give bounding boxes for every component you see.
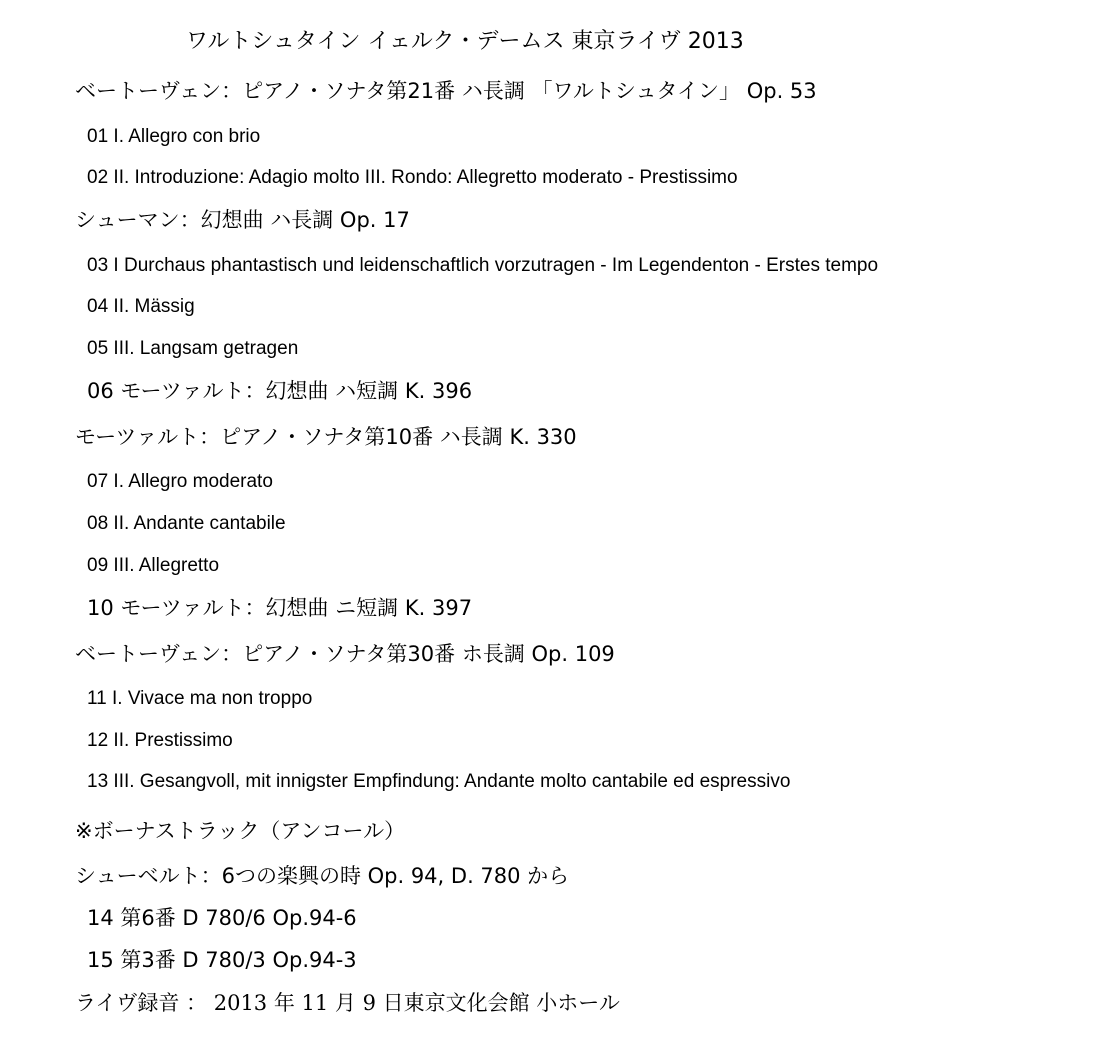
track-11: 11 I. Vivace ma non troppo xyxy=(87,688,313,709)
section-heading-schumann: シューマン：幻想曲 ハ長調 Op. 17 xyxy=(75,208,410,232)
track-07: 07 I. Allegro moderato xyxy=(87,471,273,492)
track-15: 15 第3番 D 780/3 Op.94-3 xyxy=(87,948,357,972)
track-04: 04 II. Mässig xyxy=(87,296,195,317)
track-14: 14 第6番 D 780/6 Op.94-6 xyxy=(87,906,357,930)
track-02: 02 II. Introduzione: Adagio molto III. Rondo: Allegretto moderato - Prestissimo xyxy=(87,167,738,188)
section-heading-beethoven-21: ベートーヴェン：ピアノ・ソナタ第21番 ハ長調 「ワルトシュタイン」 Op. 53 xyxy=(75,79,817,103)
track-06: 06 モーツァルト：幻想曲 ハ短調 K. 396 xyxy=(87,379,473,403)
section-heading-beethoven-30: ベートーヴェン：ピアノ・ソナタ第30番 ホ長調 Op. 109 xyxy=(75,642,615,666)
track-01: 01 I. Allegro con brio xyxy=(87,126,261,147)
track-10: 10 モーツァルト：幻想曲 ニ短調 K. 397 xyxy=(87,596,473,620)
section-heading-mozart-10: モーツァルト：ピアノ・ソナタ第10番 ハ長調 K. 330 xyxy=(75,425,577,449)
section-heading-schubert: シューベルト：6つの楽興の時 Op. 94, D. 780 から xyxy=(75,864,570,888)
track-08: 08 II. Andante cantabile xyxy=(87,513,286,534)
track-05: 05 III. Langsam getragen xyxy=(87,338,299,359)
track-12: 12 II. Prestissimo xyxy=(87,730,233,751)
album-title: ワルトシュタイン イェルク・デームス 東京ライヴ 2013 xyxy=(186,29,744,54)
track-03: 03 I Durchaus phantastisch und leidenschaftlich vorzutragen - Im Legendenton - Erstes tempo xyxy=(87,255,879,276)
track-09: 09 III. Allegretto xyxy=(87,555,220,576)
section-heading-bonus: ※ボーナストラック（アンコール） xyxy=(75,819,406,843)
recording-info: ライヴ録音 ： 2013 年 11 月 9 日東京文化会館 小ホール xyxy=(75,991,620,1015)
track-13: 13 III. Gesangvoll, mit innigster Empfindung: Andante molto cantabile ed espressivo xyxy=(87,771,791,792)
